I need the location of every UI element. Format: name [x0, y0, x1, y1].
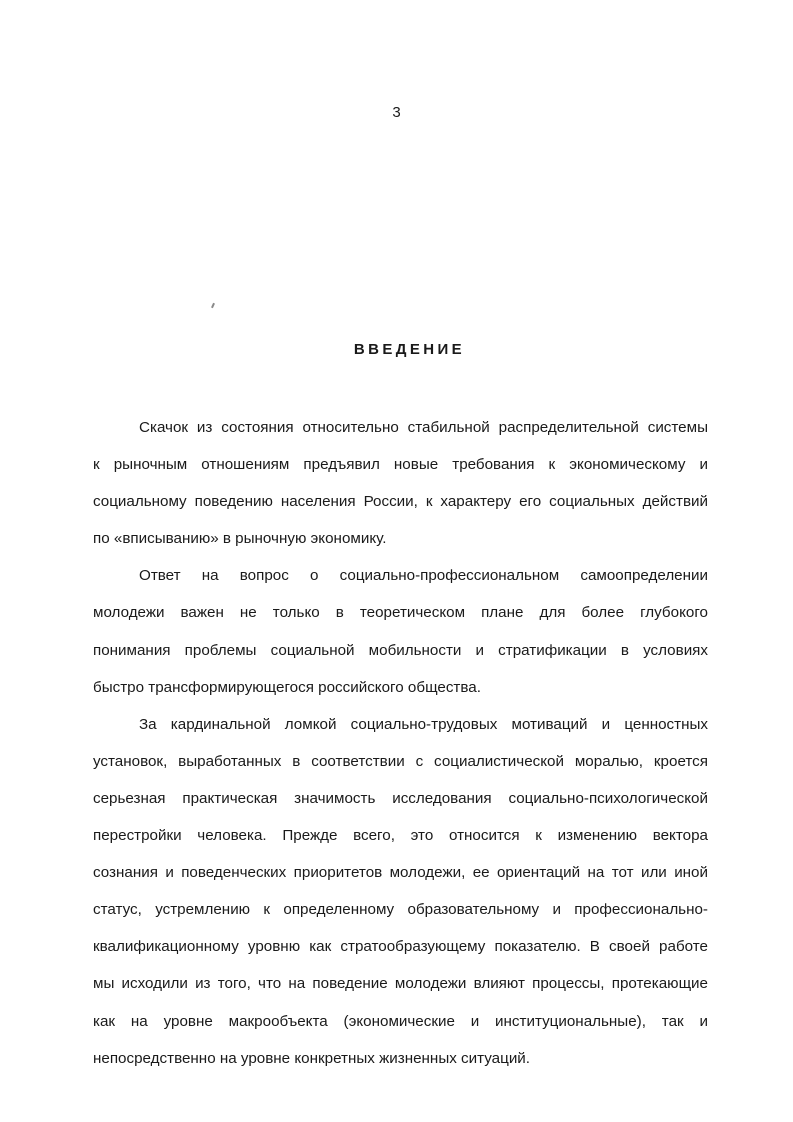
text-line: по «вписыванию» в рыночную экономику.: [93, 530, 387, 548]
text-line: серьезная практическая значимость исследования социально-психологической: [93, 789, 708, 807]
text-line: как на уровне макрообъекта (экономические и институциональные), так и: [93, 1012, 708, 1030]
page-number: 3: [392, 104, 401, 121]
text-line: непосредственно на уровне конкретных жизненных ситуаций.: [93, 1049, 531, 1067]
text-line: быстро трансформирующегося российского общества.: [93, 678, 481, 696]
text-line: статус, устремлению к определенному образовательному и профессионально-: [93, 901, 708, 919]
text-line: мы исходили из того, что на поведение молодежи влияют процессы, протекающие: [93, 975, 708, 993]
paragraph-2: [93, 557, 708, 705]
text-line: Ответ на вопрос о социально-профессиональном самоопределении: [139, 567, 708, 585]
text-line: Скачок из состояния относительно стабильной распределительной системы: [139, 419, 708, 436]
document-body: [93, 409, 708, 1077]
text-line: сознания и поведенческих приоритетов молодежи, ее ориентаций на тот или иной: [93, 864, 708, 882]
text-line: перестройки человека. Прежде всего, это относится к изменению вектора: [93, 827, 708, 845]
paragraph-1: [93, 409, 708, 557]
paragraph-3: [93, 706, 708, 1077]
text-line: За кардинальной ломкой социально-трудовых мотиваций и ценностных: [139, 715, 708, 733]
text-line: социальному поведению населения России, к характеру его социальных действий: [93, 493, 708, 511]
section-title: ВВЕДЕНИЕ: [353, 341, 466, 358]
text-line: молодежи важен не только в теоретическом плане для более глубокого: [93, 604, 708, 622]
text-line: квалификационному уровню как стратообразующему показателю. В своей работе: [93, 938, 708, 956]
text-line: к рыночным отношениям предъявил новые требования к экономическому и: [93, 456, 708, 474]
text-line: установок, выработанных в соответствии с социалистической моралью, кроется: [93, 752, 708, 770]
text-line: понимания проблемы социальной мобильности и стратификации в условиях: [93, 641, 708, 659]
scan-mark: [211, 303, 215, 308]
